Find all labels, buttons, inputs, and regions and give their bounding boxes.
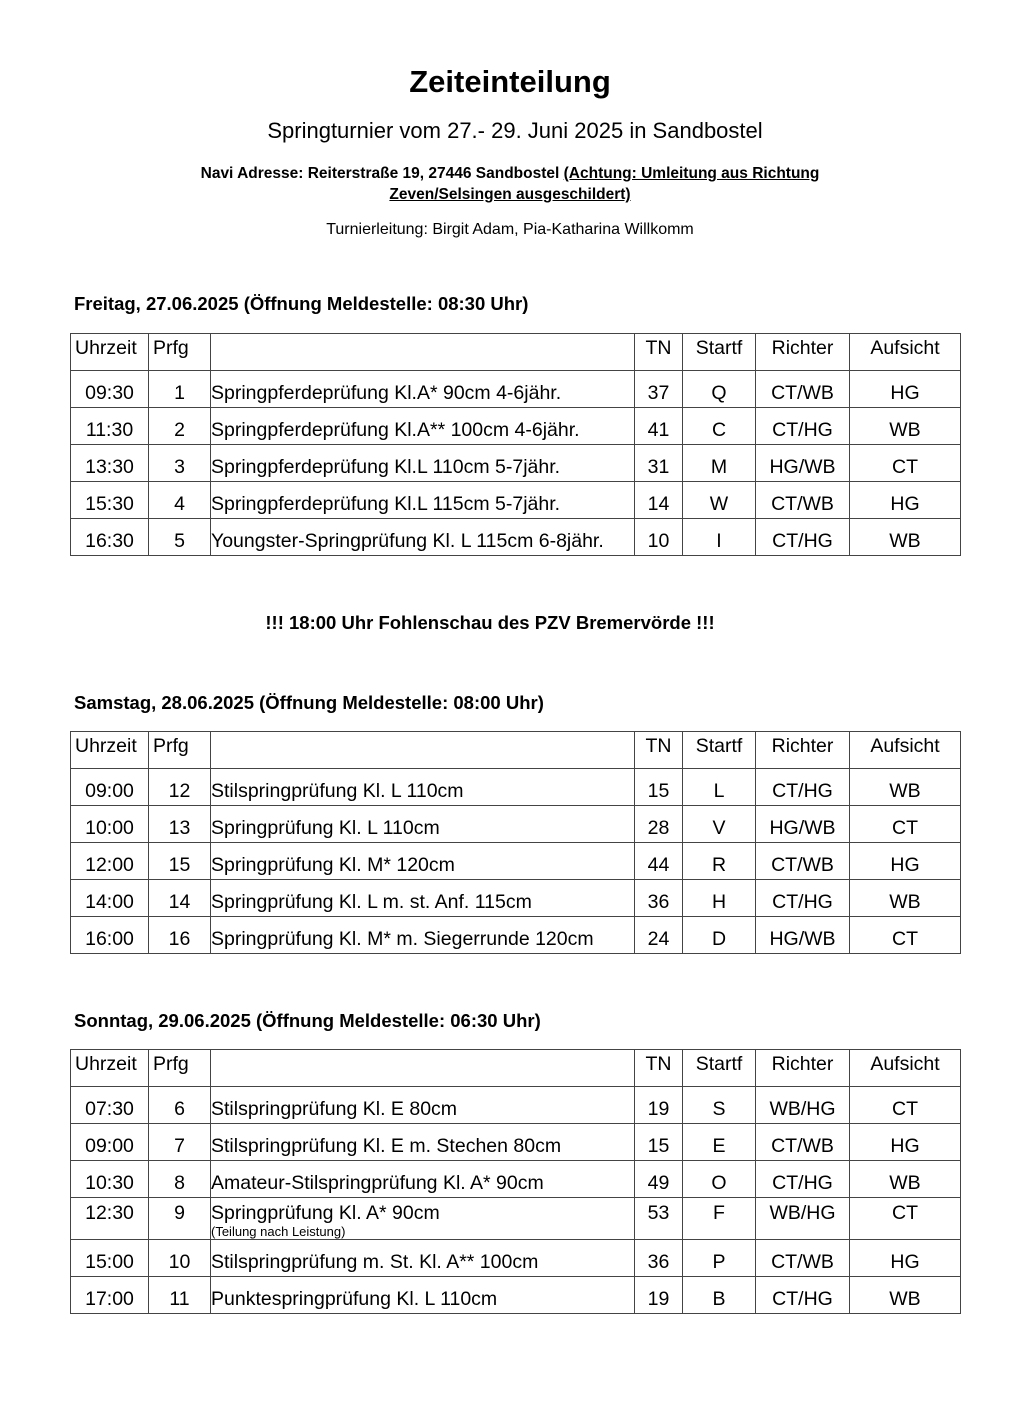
table-row [71,482,961,519]
supervision-cell: CT [850,1198,961,1240]
participants-cell: 44 [635,843,683,880]
exam-note: (Teilung nach Leistung) [211,1224,346,1239]
supervision-cell: HG [850,1240,961,1277]
exam-description: Springprüfung Kl. L 110cm [211,817,440,839]
time-cell: 12:30 [71,1198,149,1240]
judges-cell: WB/HG [756,1087,850,1124]
start-order-cell: I [683,519,756,556]
exam-number-cell: 5 [149,519,211,556]
participants-cell: 10 [635,519,683,556]
table-row [71,1087,961,1124]
exam-number-cell: 11 [149,1277,211,1314]
judges-cell: CT/WB [756,1124,850,1161]
time-cell: 10:00 [71,806,149,843]
table-row [71,1124,961,1161]
start-order-cell: Q [683,371,756,408]
exam-number-cell: 2 [149,408,211,445]
table-row [71,408,961,445]
table-row [71,1198,961,1240]
exam-description: Springprüfung Kl. M* 120cm [211,854,455,876]
supervision-cell: CT [850,917,961,954]
exam-description: Springprüfung Kl. A* 90cm [211,1202,440,1224]
column-header [211,1050,635,1087]
supervision-cell: WB [850,880,961,917]
foal-show-notice: !!! 18:00 Uhr Fohlenschau des PZV Bremervörde !!! [265,612,715,633]
participants-cell: 37 [635,371,683,408]
time-cell: 07:30 [71,1087,149,1124]
tournament-management: Turnierleitung: Birgit Adam, Pia-Katharina Willkomm [326,221,694,238]
exam-description: Springpferdeprüfung Kl.A** 100cm 4-6jähr. [211,419,580,441]
column-header: Aufsicht [850,334,961,371]
column-header: Uhrzeit [71,334,149,371]
table-row [71,445,961,482]
table-row [71,843,961,880]
time-cell: 16:00 [71,917,149,954]
start-order-cell: P [683,1240,756,1277]
time-cell: 15:00 [71,1240,149,1277]
time-cell: 14:00 [71,880,149,917]
supervision-cell: HG [850,482,961,519]
table-row [71,519,961,556]
column-header: Prfg [149,732,211,769]
navi-detour-warning: (Achtung: Umleitung aus Richtung Zeven/Selsingen ausgeschildert) [389,165,820,203]
supervision-cell: CT [850,445,961,482]
column-header: Startf [683,732,756,769]
judges-cell: CT/WB [756,843,850,880]
participants-cell: 49 [635,1161,683,1198]
judges-cell: WB/HG [756,1198,850,1240]
start-order-cell: E [683,1124,756,1161]
exam-description-cell [211,843,635,880]
exam-description: Springpferdeprüfung Kl.L 110cm 5-7jähr. [211,456,561,478]
column-header: Prfg [149,1050,211,1087]
navi-address-label: Navi Adresse: Reiterstraße 19, 27446 Sandbostel [200,165,560,182]
table-row [71,917,961,954]
participants-cell: 19 [635,1277,683,1314]
exam-number-cell: 12 [149,769,211,806]
time-cell: 09:00 [71,769,149,806]
time-cell: 15:30 [71,482,149,519]
judges-cell: CT/HG [756,1277,850,1314]
column-header [211,732,635,769]
exam-description: Stilspringprüfung m. St. Kl. A** 100cm [211,1251,539,1273]
start-order-cell: S [683,1087,756,1124]
column-header: Aufsicht [850,1050,961,1087]
exam-description: Springpferdeprüfung Kl.L 115cm 5-7jähr. [211,493,561,515]
column-header: TN [635,334,683,371]
exam-description: Springprüfung Kl. L m. st. Anf. 115cm [211,891,532,913]
column-header: TN [635,732,683,769]
page-title: Zeiteinteilung [409,64,611,99]
exam-description-cell [211,1161,635,1198]
exam-description-cell [211,371,635,408]
judges-cell: HG/WB [756,917,850,954]
exam-description: Stilspringprüfung Kl. E 80cm [211,1098,458,1120]
exam-number-cell: 6 [149,1087,211,1124]
table-row [71,806,961,843]
exam-number-cell: 10 [149,1240,211,1277]
table-row [71,880,961,917]
supervision-cell: HG [850,843,961,880]
column-header [211,334,635,371]
column-header: TN [635,1050,683,1087]
exam-description: Springpferdeprüfung Kl.A* 90cm 4-6jähr. [211,382,562,404]
supervision-cell: WB [850,519,961,556]
page-subtitle: Springturnier vom 27.- 29. Juni 2025 in Sandbostel [267,118,763,143]
exam-description: Punktespringprüfung Kl. L 110cm [211,1288,498,1310]
exam-description: Stilspringprüfung Kl. E m. Stechen 80cm [211,1135,562,1157]
supervision-cell: WB [850,408,961,445]
judges-cell: CT/WB [756,482,850,519]
column-header: Richter [756,1050,850,1087]
participants-cell: 41 [635,408,683,445]
table-header-row [71,732,961,769]
supervision-cell: WB [850,1161,961,1198]
start-order-cell: H [683,880,756,917]
day-heading-sunday: Sonntag, 29.06.2025 (Öffnung Meldestelle: 06:30 Uhr) [74,1010,541,1031]
exam-description-cell [211,445,635,482]
exam-number-cell: 13 [149,806,211,843]
exam-number-cell: 8 [149,1161,211,1198]
exam-description-cell [211,408,635,445]
exam-description-cell [211,917,635,954]
exam-description-cell [211,769,635,806]
schedule-table-friday [70,333,961,556]
judges-cell: CT/HG [756,408,850,445]
table-row [71,1161,961,1198]
exam-number-cell: 15 [149,843,211,880]
column-header: Uhrzeit [71,732,149,769]
supervision-cell: WB [850,769,961,806]
participants-cell: 19 [635,1087,683,1124]
supervision-cell: CT [850,806,961,843]
start-order-cell: R [683,843,756,880]
exam-description-cell [211,1124,635,1161]
start-order-cell: M [683,445,756,482]
participants-cell: 15 [635,769,683,806]
supervision-cell: WB [850,1277,961,1314]
table-row [71,769,961,806]
time-cell: 13:30 [71,445,149,482]
time-cell: 11:30 [71,408,149,445]
participants-cell: 14 [635,482,683,519]
exam-description-cell [211,1277,635,1314]
time-cell: 09:30 [71,371,149,408]
exam-description: Youngster-Springprüfung Kl. L 115cm 6-8jähr. [211,530,604,552]
supervision-cell: HG [850,1124,961,1161]
day-heading-friday: Freitag, 27.06.2025 (Öffnung Meldestelle: 08:30 Uhr) [74,293,529,314]
exam-description-cell [211,1198,635,1240]
participants-cell: 36 [635,1240,683,1277]
exam-number-cell: 14 [149,880,211,917]
judges-cell: HG/WB [756,806,850,843]
exam-number-cell: 16 [149,917,211,954]
participants-cell: 53 [635,1198,683,1240]
exam-description-cell [211,1240,635,1277]
schedule-table-saturday [70,731,961,954]
time-cell: 09:00 [71,1124,149,1161]
exam-number-cell: 3 [149,445,211,482]
start-order-cell: D [683,917,756,954]
exam-description-cell [211,1087,635,1124]
exam-description: Springprüfung Kl. M* m. Siegerrunde 120cm [211,928,594,950]
table-header-row [71,334,961,371]
schedule-table-sunday [70,1049,961,1314]
navi-address [150,163,870,205]
exam-description-cell [211,519,635,556]
time-cell: 16:30 [71,519,149,556]
column-header: Startf [683,334,756,371]
column-header: Richter [756,334,850,371]
time-cell: 12:00 [71,843,149,880]
column-header: Aufsicht [850,732,961,769]
judges-cell: CT/HG [756,1161,850,1198]
start-order-cell: O [683,1161,756,1198]
exam-number-cell: 1 [149,371,211,408]
judges-cell: CT/HG [756,880,850,917]
start-order-cell: B [683,1277,756,1314]
participants-cell: 15 [635,1124,683,1161]
exam-description-cell [211,482,635,519]
start-order-cell: W [683,482,756,519]
exam-number-cell: 4 [149,482,211,519]
start-order-cell: V [683,806,756,843]
exam-description: Amateur-Stilspringprüfung Kl. A* 90cm [211,1172,544,1194]
exam-description-cell [211,880,635,917]
table-row [71,371,961,408]
table-row [71,1277,961,1314]
participants-cell: 28 [635,806,683,843]
start-order-cell: L [683,769,756,806]
participants-cell: 36 [635,880,683,917]
exam-description: Stilspringprüfung Kl. L 110cm [211,780,464,802]
judges-cell: CT/WB [756,1240,850,1277]
table-row [71,1240,961,1277]
column-header: Prfg [149,334,211,371]
start-order-cell: C [683,408,756,445]
supervision-cell: HG [850,371,961,408]
column-header: Richter [756,732,850,769]
participants-cell: 31 [635,445,683,482]
table-header-row [71,1050,961,1087]
exam-description-cell [211,806,635,843]
time-cell: 17:00 [71,1277,149,1314]
start-order-cell: F [683,1198,756,1240]
judges-cell: CT/HG [756,519,850,556]
supervision-cell: CT [850,1087,961,1124]
exam-number-cell: 9 [149,1198,211,1240]
judges-cell: CT/WB [756,371,850,408]
time-cell: 10:30 [71,1161,149,1198]
judges-cell: HG/WB [756,445,850,482]
column-header: Uhrzeit [71,1050,149,1087]
day-heading-saturday: Samstag, 28.06.2025 (Öffnung Meldestelle: 08:00 Uhr) [74,692,544,713]
exam-number-cell: 7 [149,1124,211,1161]
column-header: Startf [683,1050,756,1087]
participants-cell: 24 [635,917,683,954]
judges-cell: CT/HG [756,769,850,806]
